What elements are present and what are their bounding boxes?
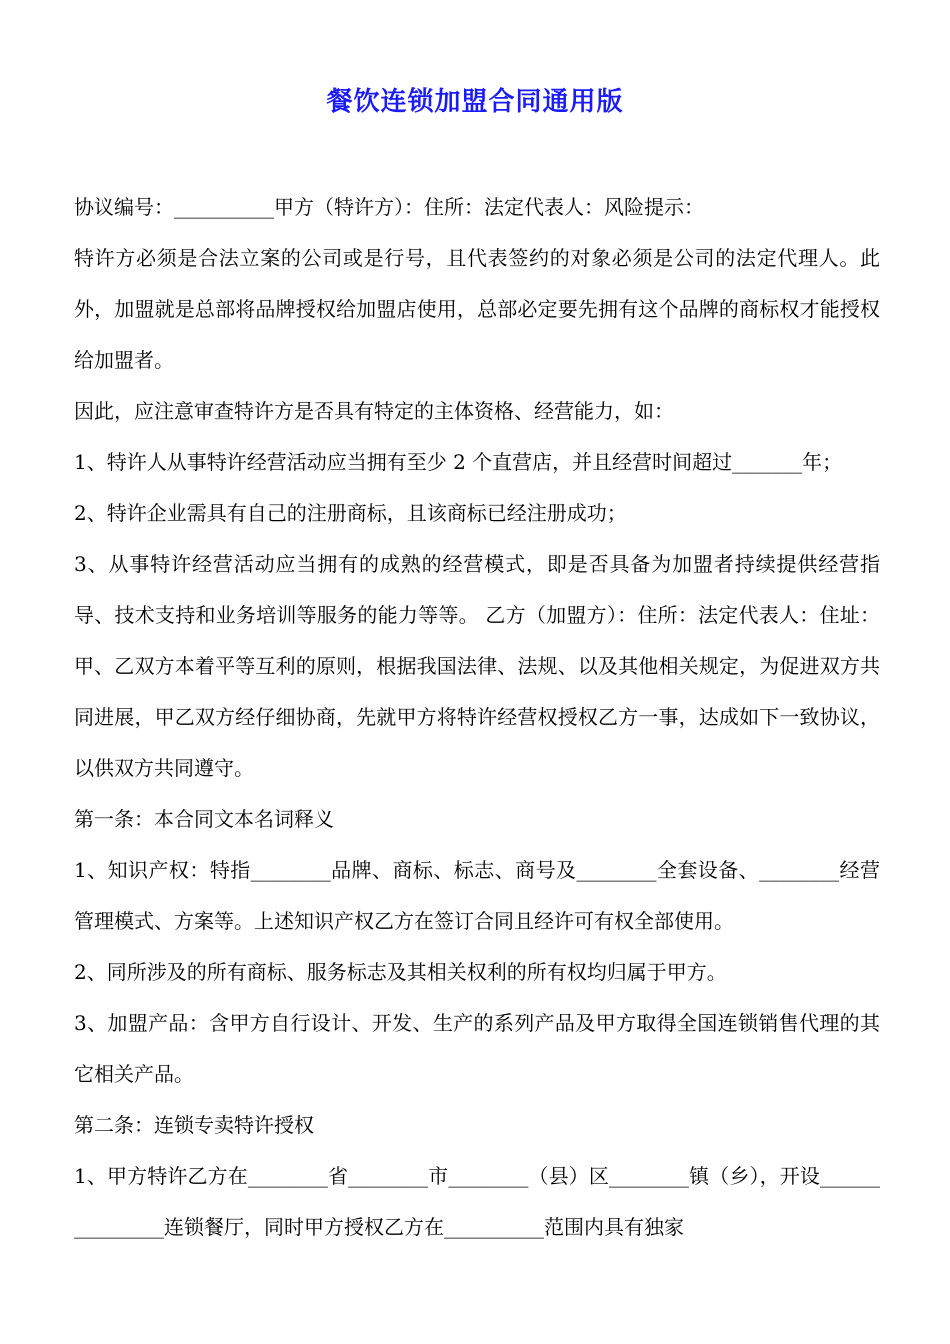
article-2-heading: 第二条：连锁专卖特许授权 <box>74 1113 314 1137</box>
article-1-clause-1: 1、知识产权：特指________品牌、商标、标志、商号及________全套设备、________经营管理模式、方案等。上述知识产权乙方在签订合同且经许可有权全部使用。 <box>74 858 880 933</box>
paragraph-risk-note: 特许方必须是合法立案的公司或是行号，且代表签约的对象必须是公司的法定代理人。此外，加盟就是总部将品牌授权给加盟店使用，总部必定要先拥有这个品牌的商标权才能授权给加盟者。 <box>74 246 880 372</box>
article-2-clause-1: 1、甲方特许乙方在________省________市________（县）区________镇（乡），开设_______________连锁餐厅，同时甲方授权乙方在__________范围内具有独家 <box>74 1164 880 1239</box>
paragraph-item-1: 1、特许人从事特许经营活动应当拥有至少 2 个直营店，并且经营时间超过_______年； <box>74 450 843 474</box>
document-title: 餐饮连锁加盟合同通用版 <box>326 87 624 117</box>
paragraph-item-2: 2、特许企业需具有自己的注册商标，且该商标已经注册成功； <box>74 501 627 525</box>
paragraph-agreement-header: 协议编号：__________甲方（特许方）：住所：法定代表人：风险提示： <box>74 195 704 219</box>
document-body <box>74 182 880 1253</box>
article-1-heading: 第一条：本合同文本名词释义 <box>74 807 334 831</box>
paragraph-item-3: 3、从事特许经营活动应当拥有的成熟的经营模式，即是否具备为加盟者持续提供经营指导、技术支持和业务培训等服务的能力等等。 乙方（加盟方）：住所：法定代表人：住址：甲、乙双方本着平等互利的原则，根据我国法律、法规、以及其他相关规定，为促进双方共同进展，甲乙双方经仔细协商，先就甲方将特许经营权授权乙方一事，达成如下一致协议，以供双方共同遵守。 <box>74 552 880 780</box>
article-1-clause-2: 2、同所涉及的所有商标、服务标志及其相关权利的所有权均归属于甲方。 <box>74 960 727 984</box>
article-1-clause-3: 3、加盟产品：含甲方自行设计、开发、生产的系列产品及甲方取得全国连锁销售代理的其它相关产品。 <box>74 1011 880 1086</box>
paragraph-review-note: 因此，应注意审查特许方是否具有特定的主体资格、经营能力，如： <box>74 399 674 423</box>
